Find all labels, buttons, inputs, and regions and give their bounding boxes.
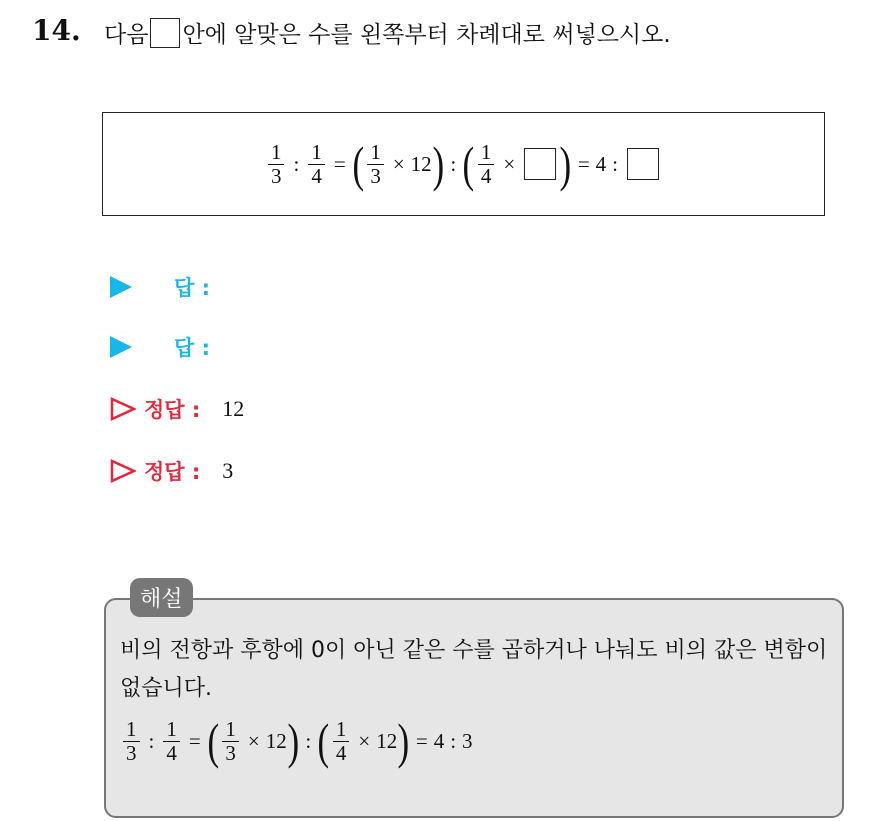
numerator: 1	[270, 140, 282, 165]
right-paren: )	[559, 136, 572, 192]
correct-label: 정답 :	[144, 398, 201, 422]
answer-blank-one[interactable]	[524, 148, 556, 180]
blank-box-icon	[150, 18, 180, 48]
number-twelve: 12	[376, 728, 398, 753]
left-paren: (	[462, 136, 475, 192]
fraction-one-third	[123, 718, 140, 763]
explanation-text: 비의 전항과 후항에 0이 아닌 같은 수를 곱하거나 나눠도 비의 값은 변함이 없습니다.	[120, 638, 828, 701]
denominator: 4	[163, 741, 180, 764]
times-sign: ×	[358, 728, 371, 753]
left-paren: (	[352, 136, 364, 192]
times-sign: ×	[392, 151, 405, 176]
numerator: 1	[311, 140, 322, 165]
fraction-one-third	[222, 718, 239, 763]
colon: :	[148, 728, 155, 753]
number-three: 3	[462, 728, 473, 753]
fraction-one-fourth	[163, 718, 180, 763]
numerator: 1	[370, 140, 381, 165]
denominator: 4	[333, 741, 350, 764]
answer-label: 답 :	[174, 276, 210, 300]
equals-sign: =	[415, 728, 428, 753]
times-sign: ×	[503, 151, 516, 176]
denominator: 3	[367, 164, 384, 187]
equals-sign: =	[577, 151, 590, 176]
left-paren: (	[317, 713, 330, 769]
fraction-one-fourth	[333, 718, 350, 763]
equals-sign: =	[188, 728, 201, 753]
fraction-one-fourth	[308, 141, 325, 186]
question-number: 14.	[32, 14, 81, 47]
play-triangle-icon	[110, 276, 132, 298]
numerator: 1	[335, 717, 347, 742]
denominator: 4	[308, 164, 325, 187]
number-twelve: 12	[410, 151, 432, 176]
fraction-one-third	[268, 141, 285, 186]
explanation-tag: 해설	[130, 578, 193, 617]
times-sign: ×	[247, 728, 260, 753]
right-paren: )	[432, 136, 444, 192]
numerator: 1	[480, 140, 492, 165]
answer-row-1[interactable]	[110, 272, 210, 302]
question-text	[104, 16, 671, 49]
outline-triangle-icon	[110, 397, 136, 421]
numerator: 1	[126, 717, 137, 742]
correct-row-2	[110, 456, 233, 486]
denominator: 3	[123, 741, 140, 764]
colon: :	[450, 151, 457, 176]
answer-label: 답 :	[174, 336, 210, 360]
right-paren: )	[397, 713, 410, 769]
colon: :	[305, 728, 312, 753]
denominator: 4	[478, 164, 495, 187]
question-text-before: 다음	[104, 22, 149, 48]
correct-value: 12	[222, 396, 245, 421]
correct-value: 3	[222, 458, 234, 483]
explanation-panel	[104, 598, 844, 818]
equals-sign: =	[333, 151, 346, 176]
answer-blank-two[interactable]	[627, 148, 659, 180]
play-triangle-icon	[110, 336, 132, 358]
explanation-equation	[120, 713, 473, 769]
number-four: 4	[595, 151, 607, 176]
number-four: 4	[433, 728, 445, 753]
right-paren: )	[287, 713, 299, 769]
fraction-one-fourth	[478, 141, 495, 186]
correct-label: 정답 :	[144, 460, 201, 484]
equation	[265, 136, 662, 192]
number-twelve: 12	[265, 728, 287, 753]
colon: :	[612, 151, 619, 176]
numerator: 1	[225, 717, 236, 742]
denominator: 3	[268, 164, 285, 187]
question-text-after: 안에 알맞은 수를 왼쪽부터 차례대로 써넣으시오.	[182, 22, 671, 48]
left-paren: (	[207, 713, 219, 769]
numerator: 1	[166, 717, 177, 742]
colon: :	[450, 728, 457, 753]
denominator: 3	[222, 741, 239, 764]
fraction-one-third	[367, 141, 384, 186]
correct-row-1	[110, 394, 244, 424]
colon: :	[293, 151, 300, 176]
outline-triangle-icon	[110, 459, 136, 483]
answer-row-2[interactable]	[110, 332, 210, 362]
equation-box	[102, 112, 825, 216]
explanation-math	[120, 713, 473, 769]
